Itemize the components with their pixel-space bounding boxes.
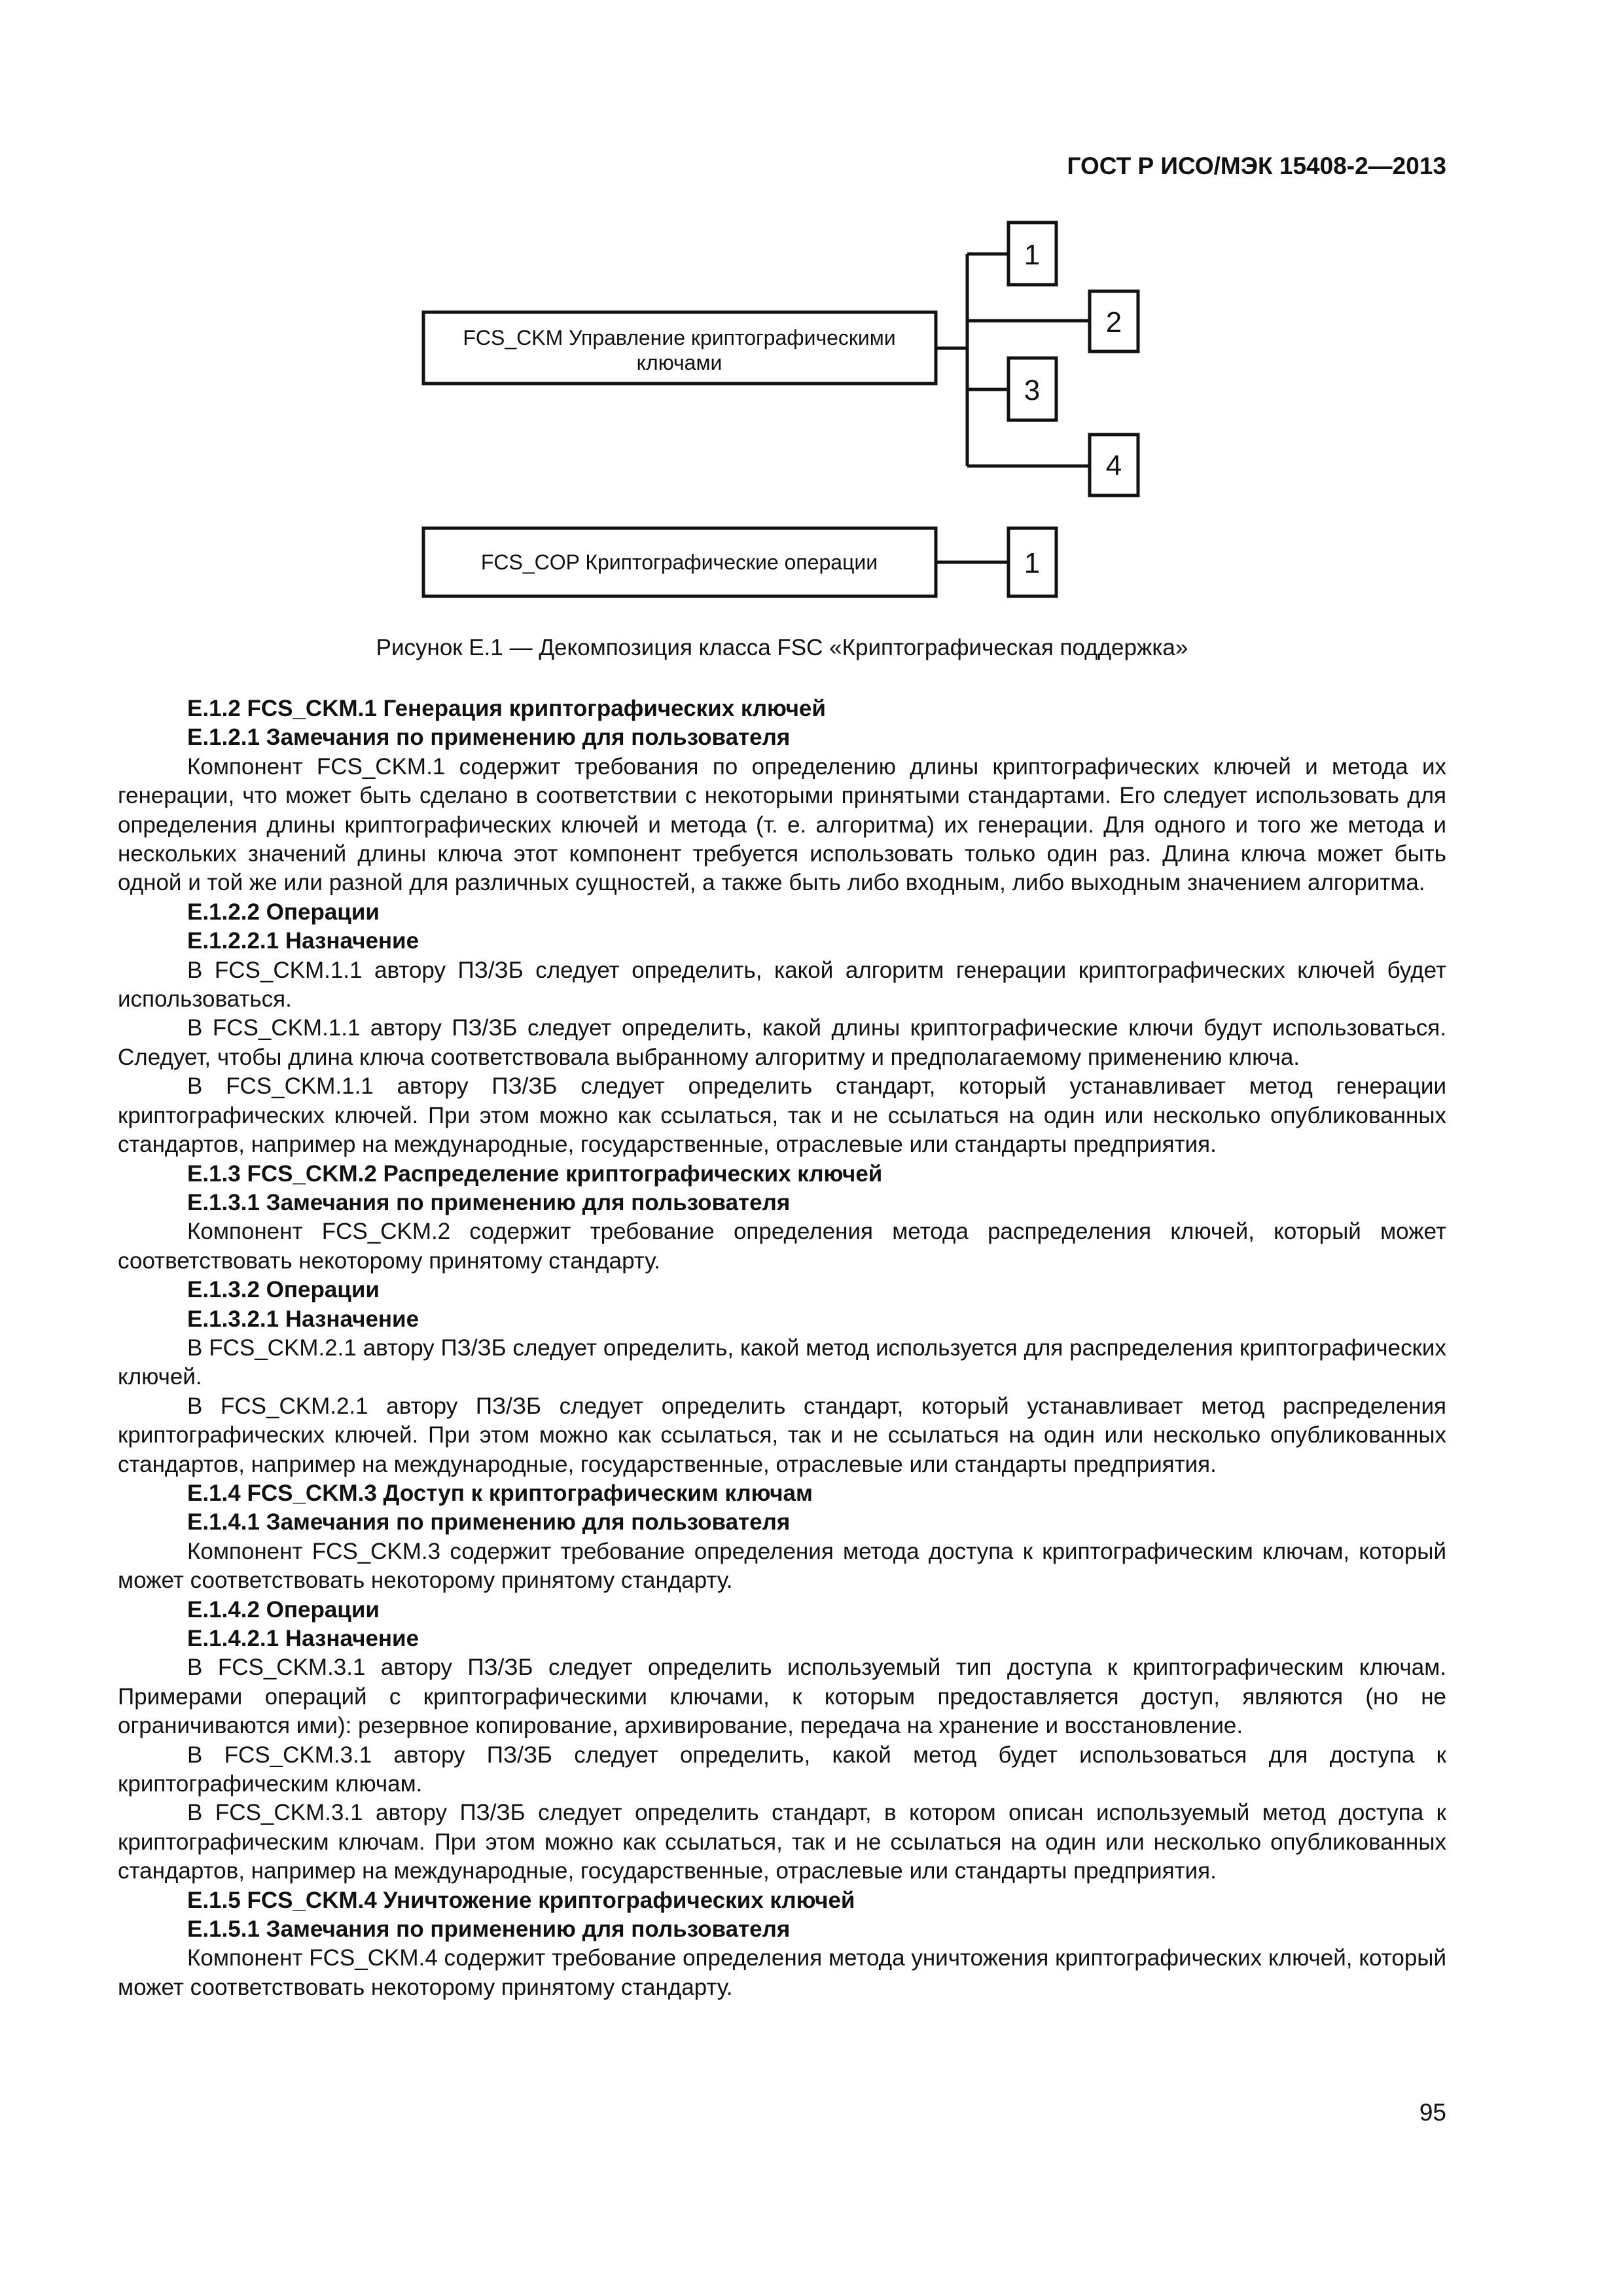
family-label-fcs-cop: FCS_COP Криптографические операции xyxy=(480,550,878,574)
body-paragraph: В FCS_CKM.1.1 автору ПЗ/ЗБ следует определить, какой длины криптографические ключи будут использоваться. Следует, чтобы длина ключа соответствовала выбранному алгоритму и предполагаемому применению ключа. xyxy=(118,1015,1446,1070)
body-paragraph: В FCS_CKM.2.1 автору ПЗ/ЗБ следует определить, какой метод используется для распределения криптографических ключей. xyxy=(118,1335,1446,1390)
component-number-ckm-3: 3 xyxy=(1024,374,1041,406)
class-decomposition-diagram xyxy=(0,0,1623,628)
body-paragraph: Компонент FCS_CKM.1 содержит требования по определению длины криптографических ключей и метода их генерации, что может быть сделано в соответствии с некоторыми принятыми стандартами. Его следует использовать для определения длины криптографических ключей и метода (т. е. алгоритма) их генерации. Для одного и того же метода и нескольких значений длины ключа этот компонент требуется использовать только один раз. Длина ключа может быть одной и той же или разной для различных сущностей, а также быть либо входным, либо выходным значением алгоритма. xyxy=(118,753,1446,896)
section-heading: Е.1.2.2.1 Назначение xyxy=(187,928,419,954)
family-label-fcs-ckm-line2: ключами xyxy=(636,351,722,374)
body-paragraph: Компонент FCS_CKM.2 содержит требование определения метода распределения ключей, который может соответствовать некоторому принятому стандарту. xyxy=(118,1219,1446,1274)
section-heading: Е.1.3.1 Замечания по применению для пользователя xyxy=(187,1189,791,1215)
section-heading: Е.1.2.1 Замечания по применению для пользователя xyxy=(187,725,791,751)
component-number-cop-1: 1 xyxy=(1024,547,1041,579)
body-paragraph: Компонент FCS_CKM.4 содержит требование определения метода уничтожения криптографических ключей, который может соответствовать некоторому принятому стандарту. xyxy=(118,1945,1446,2000)
section-heading: Е.1.3.2 Операции xyxy=(187,1277,380,1303)
component-number-ckm-4: 4 xyxy=(1105,450,1122,482)
section-heading: Е.1.4.1 Замечания по применению для пользователя xyxy=(187,1509,791,1535)
section-heading: Е.1.3 FCS_CKM.2 Распределение криптографических ключей xyxy=(187,1160,883,1187)
section-heading: Е.1.3.2.1 Назначение xyxy=(187,1306,419,1332)
section-heading: Е.1.5.1 Замечания по применению для пользователя xyxy=(187,1916,791,1943)
page-number: 95 xyxy=(1419,2099,1446,2126)
section-heading: Е.1.2.2 Операции xyxy=(187,899,380,925)
component-number-ckm-2: 2 xyxy=(1105,306,1122,338)
section-heading: Е.1.4.2.1 Назначение xyxy=(187,1626,419,1651)
section-heading: Е.1.4 FCS_CKM.3 Доступ к криптографическим ключам xyxy=(187,1480,813,1506)
section-heading: Е.1.4.2 Операции xyxy=(187,1596,380,1623)
document-body xyxy=(118,694,1446,2002)
section-heading: Е.1.5 FCS_CKM.4 Уничтожение криптографических ключей xyxy=(187,1887,855,1913)
section-heading: Е.1.2 FCS_CKM.1 Генерация криптографических ключей xyxy=(187,696,826,721)
body-paragraph: Компонент FCS_CKM.3 содержит требование определения метода доступа к криптографическим ключам, который может соответствовать некоторому принятому стандарту. xyxy=(118,1538,1446,1594)
family-label-fcs-ckm-line1: FCS_CKM Управление криптографическими xyxy=(463,326,896,350)
document-header: ГОСТ Р ИСО/МЭК 15408-2—2013 xyxy=(1067,152,1446,179)
body-paragraph: В FCS_CKM.1.1 автору ПЗ/ЗБ следует определить, какой алгоритм генерации криптографических ключей будет использоваться. xyxy=(118,957,1446,1013)
body-paragraph: В FCS_CKM.3.1 автору ПЗ/ЗБ следует определить, какой метод будет использоваться для доступа к криптографическим ключам. xyxy=(118,1742,1446,1797)
figure-caption: Рисунок Е.1 — Декомпозиция класса FSC «Криптографическая поддержка» xyxy=(376,635,1188,660)
component-number-ckm-1: 1 xyxy=(1024,239,1041,271)
body-paragraph: В FCS_CKM.3.1 автору ПЗ/ЗБ следует определить стандарт, в котором описан используемый метод доступа к криптографическим ключам. При этом можно как ссылаться, так и не ссылаться на один или несколько опубликованных стандартов, например на международные, государственные, отраслевые или стандарты предприятия. xyxy=(118,1800,1446,1884)
body-paragraph: В FCS_CKM.2.1 автору ПЗ/ЗБ следует определить стандарт, который устанавливает метод распределения криптографических ключей. При этом можно как ссылаться, так и не ссылаться на один или несколько опубликованных стандартов, например на международные, государственные, отраслевые или стандарты предприятия. xyxy=(118,1393,1446,1477)
body-paragraph: В FCS_CKM.3.1 автору ПЗ/ЗБ следует определить используемый тип доступа к криптографическим ключам. Примерами операций с криптографическими ключами, к которым предоставляется доступ, являются (но не ограничиваются ими): резервное копирование, архивирование, передача на хранение и восстановление. xyxy=(118,1655,1446,1739)
body-paragraph: В FCS_CKM.1.1 автору ПЗ/ЗБ следует определить стандарт, который устанавливает метод генерации криптографических ключей. При этом можно как ссылаться, так и не ссылаться на один или несколько опубликованных стандартов, например на международные, государственные, отраслевые или стандарты предприятия. xyxy=(118,1073,1446,1158)
